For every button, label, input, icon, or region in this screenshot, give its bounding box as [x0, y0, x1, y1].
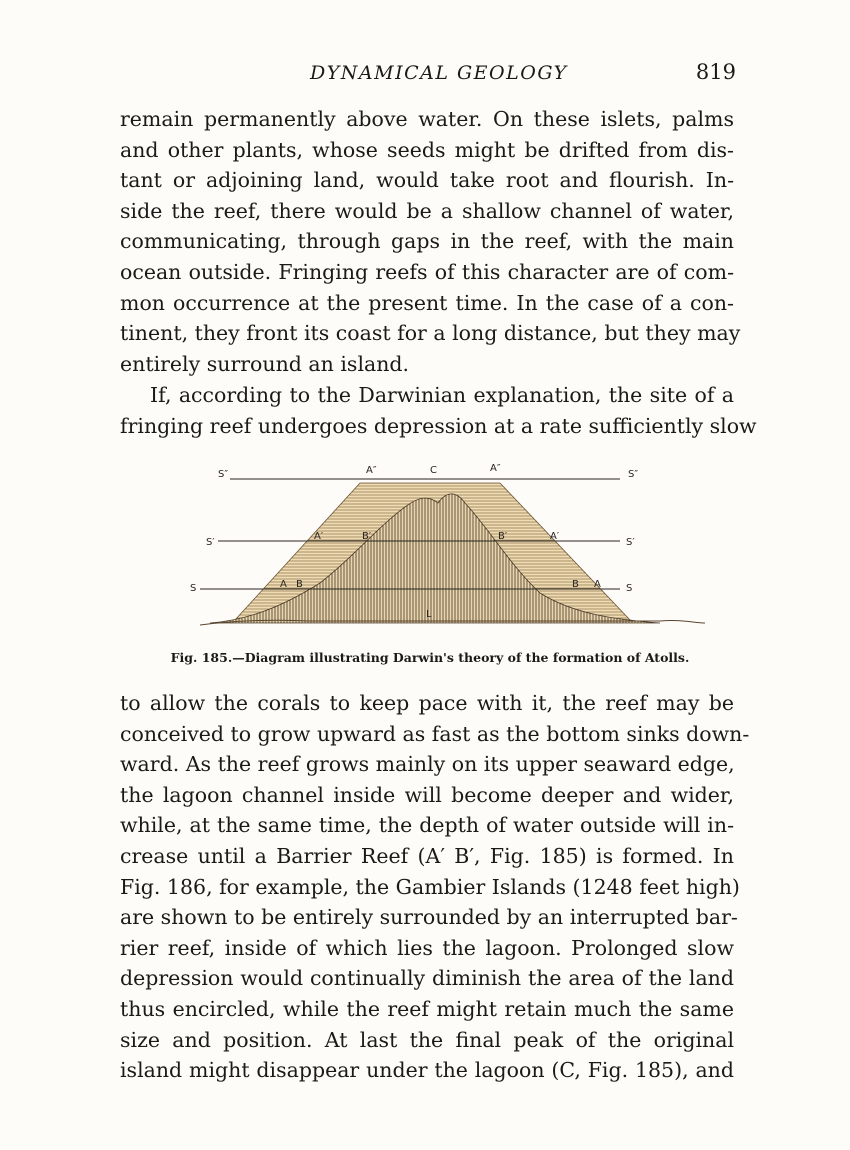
- label-l: L: [426, 609, 432, 620]
- paragraph-2: [120, 380, 757, 441]
- figure-caption: [160, 650, 700, 665]
- label-a2-right: A″: [490, 463, 501, 474]
- label-a2-left: A″: [366, 465, 377, 476]
- label-c: C: [430, 465, 437, 476]
- caption-text: —Diagram illustrating Darwin's theory of the formation of Atolls.: [232, 650, 690, 665]
- label-b-right: B: [572, 579, 579, 590]
- paragraph-3: [120, 688, 750, 1086]
- text-line: thus encircled, while the reef might retain much the same: [120, 996, 734, 1021]
- text-line: tant or adjoining land, would take root and flourish. In-: [120, 168, 734, 193]
- text-line: depression would continually diminish the area of the land: [120, 966, 734, 991]
- text-line: Fig. 186, for example, the Gambier Islands (1248 feet high): [120, 874, 740, 899]
- text-line: crease until a Barrier Reef (A′ B′, Fig. 185) is formed. In: [120, 843, 734, 868]
- text-line: while, at the same time, the depth of water outside will in-: [120, 813, 734, 838]
- text-line: ocean outside. Fringing reefs of this character are of com-: [120, 259, 734, 284]
- label-s1-left: S′: [206, 537, 215, 548]
- label-a-right: A: [594, 579, 601, 590]
- paragraph-1: [120, 104, 741, 379]
- caption-label: Fig. 185.: [170, 650, 233, 665]
- page-header: [120, 58, 738, 88]
- text-line: mon occurrence at the present time. In the case of a con-: [120, 290, 734, 315]
- text-line: and other plants, whose seeds might be drifted from dis-: [120, 137, 734, 162]
- text-line: to allow the corals to keep pace with it, the reef may be: [120, 691, 734, 715]
- text-line: remain permanently above water. On these islets, palms: [120, 107, 734, 131]
- text-line: tinent, they front its coast for a long distance, but they may: [120, 321, 741, 346]
- text-line: conceived to grow upward as fast as the bottom sinks down-: [120, 721, 750, 746]
- label-b1-left: B′: [362, 531, 372, 542]
- atoll-diagram-svg: [190, 455, 710, 635]
- page-number: 819: [695, 60, 736, 84]
- atoll-diagram: [190, 455, 710, 635]
- label-b-left: B: [296, 579, 303, 590]
- label-a1-right: A′: [550, 531, 560, 542]
- label-s2-left: S″: [218, 469, 229, 480]
- text-line: ward. As the reef grows mainly on its upper seaward edge,: [120, 752, 735, 777]
- text-line: fringing reef undergoes depression at a rate sufficiently slow: [120, 413, 757, 438]
- label-a1-left: A′: [314, 531, 324, 542]
- text-line: island might disappear under the lagoon (C, Fig. 185), and: [120, 1058, 734, 1083]
- text-line: communicating, through gaps in the reef, with the main: [120, 229, 734, 254]
- text-line: side the reef, there would be a shallow channel of water,: [120, 198, 734, 223]
- label-s1-right: S′: [626, 537, 635, 548]
- label-b1-right: B′: [498, 531, 508, 542]
- label-s-right: S: [626, 583, 633, 594]
- label-s-left: S: [190, 583, 197, 594]
- label-a-left: A: [280, 579, 287, 590]
- text-line: rier reef, inside of which lies the lagoon. Prolonged slow: [120, 935, 734, 960]
- label-s2-right: S″: [628, 469, 639, 480]
- text-line: If, according to the Darwinian explanation, the site of a: [150, 383, 734, 407]
- text-line: size and position. At last the final peak of the original: [120, 1027, 734, 1052]
- text-line: entirely surround an island.: [120, 351, 410, 376]
- text-line: the lagoon channel inside will become deeper and wider,: [120, 782, 734, 807]
- text-line: are shown to be entirely surrounded by an interrupted bar-: [120, 905, 738, 930]
- running-head: DYNAMICAL GEOLOGY: [310, 62, 568, 84]
